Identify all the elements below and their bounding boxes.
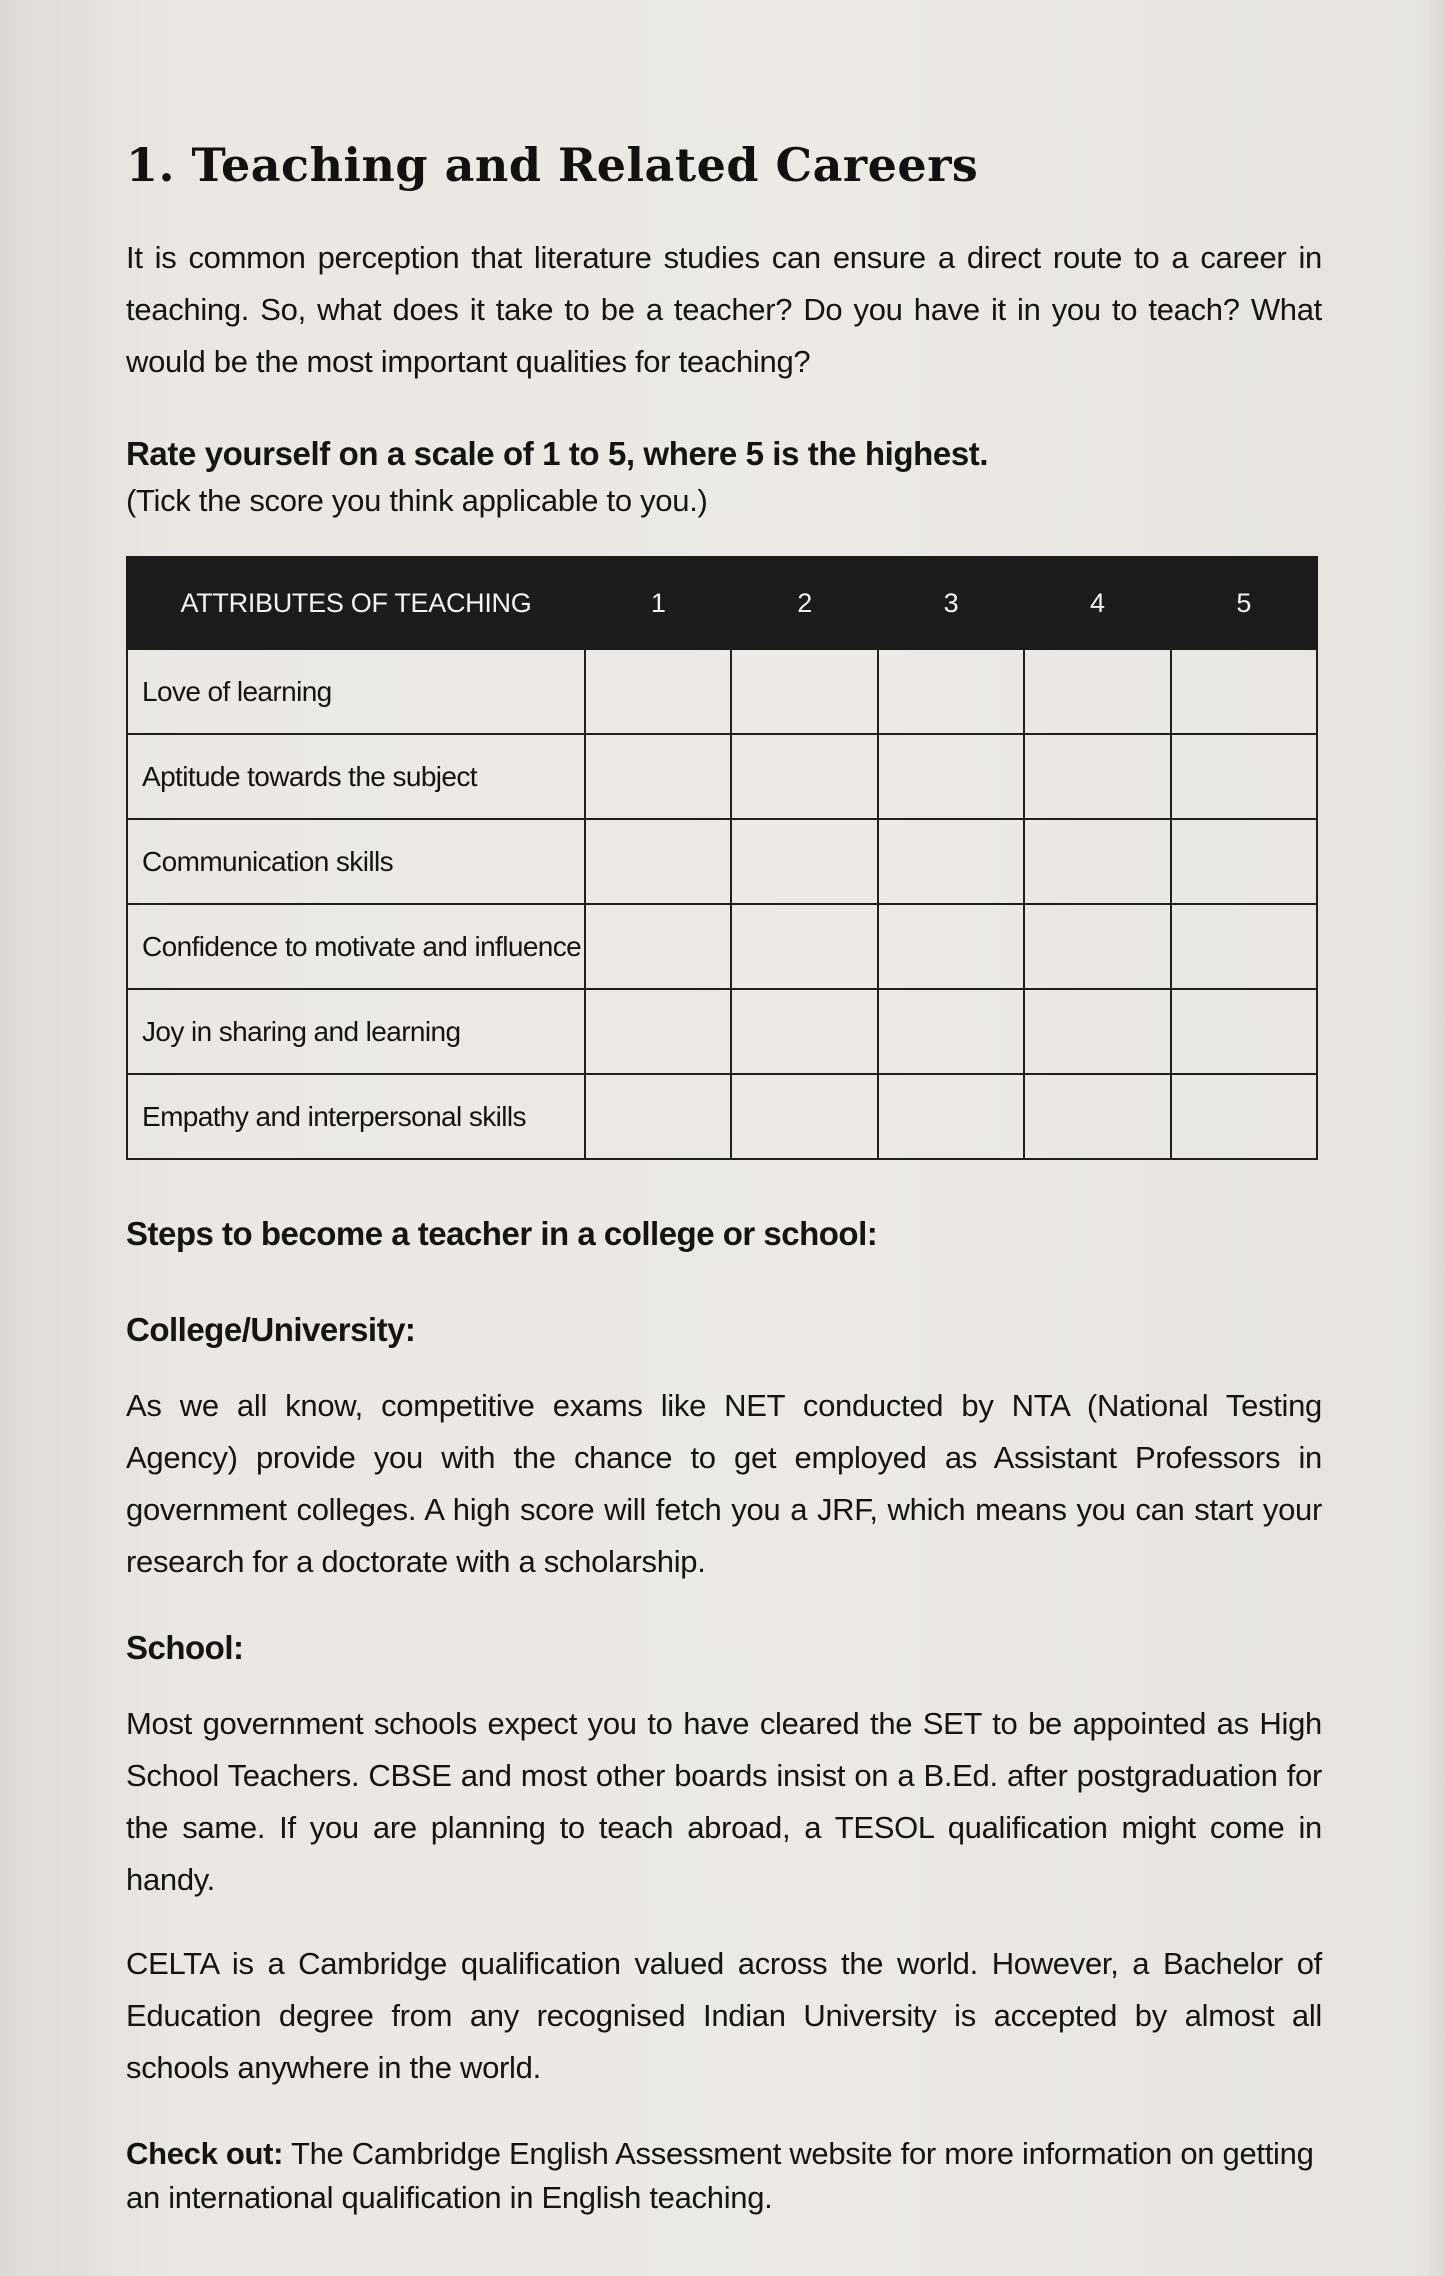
intro-paragraph: It is common perception that literature studies can ensure a direct route to a career in teaching. So, what does it take to be a teacher? Do you have it in you to teach? What would be the most important qualities for teaching?	[126, 240, 1322, 379]
check-out-note	[126, 2132, 1322, 2220]
header-score-4: 4	[1024, 557, 1170, 649]
score-cell-5[interactable]	[1171, 904, 1317, 989]
header-score-5: 5	[1171, 557, 1317, 649]
score-cell-3[interactable]	[878, 1074, 1024, 1159]
college-paragraph: As we all know, competitive exams like NET conducted by NTA (National Testing Agency) provide you with the chance to get employed as Assistant Professors in government colleges. A high score will fetch you a JRF, which means you can start your research for a doctorate with a scholarship.	[126, 1388, 1322, 1579]
table-row	[127, 989, 1317, 1074]
rating-subtitle: (Tick the score you think applicable to you.)	[126, 483, 708, 518]
score-cell-1[interactable]	[585, 734, 731, 819]
attribute-label: Confidence to motivate and influence	[127, 904, 585, 989]
header-attributes: ATTRIBUTES OF TEACHING	[127, 557, 585, 649]
score-cell-1[interactable]	[585, 989, 731, 1074]
table-row	[127, 649, 1317, 734]
score-cell-5[interactable]	[1171, 649, 1317, 734]
score-cell-5[interactable]	[1171, 1074, 1317, 1159]
table-header-row	[127, 557, 1317, 649]
school-heading: School:	[126, 1629, 244, 1666]
table-row	[127, 904, 1317, 989]
page-content	[126, 138, 1322, 2220]
check-out-text: The Cambridge English Assessment website for more information on getting an international qualification in English teaching.	[126, 2136, 1314, 2215]
header-score-2: 2	[731, 557, 877, 649]
page-title: 1. Teaching and Related Careers	[126, 138, 979, 192]
table-row	[127, 819, 1317, 904]
score-cell-4[interactable]	[1024, 819, 1170, 904]
score-cell-4[interactable]	[1024, 904, 1170, 989]
score-cell-1[interactable]	[585, 904, 731, 989]
score-cell-3[interactable]	[878, 649, 1024, 734]
score-cell-1[interactable]	[585, 1074, 731, 1159]
attributes-rating-table	[126, 556, 1318, 1160]
rating-title: Rate yourself on a scale of 1 to 5, where 5 is the highest.	[126, 435, 989, 472]
score-cell-3[interactable]	[878, 989, 1024, 1074]
score-cell-4[interactable]	[1024, 649, 1170, 734]
page-edge-shadow	[1427, 0, 1445, 2276]
score-cell-5[interactable]	[1171, 819, 1317, 904]
score-cell-1[interactable]	[585, 649, 731, 734]
score-cell-3[interactable]	[878, 819, 1024, 904]
celta-paragraph: CELTA is a Cambridge qualification valued across the world. However, a Bachelor of Education degree from any recognised Indian University is accepted by almost all schools anywhere in the world.	[126, 1946, 1322, 2085]
header-score-3: 3	[878, 557, 1024, 649]
score-cell-2[interactable]	[731, 1074, 877, 1159]
table-row	[127, 1074, 1317, 1159]
school-paragraph: Most government schools expect you to have cleared the SET to be appointed as High School Teachers. CBSE and most other boards insist on a B.Ed. after postgraduation for the same. If you are planning to teach abroad, a TESOL qualification might come in handy.	[126, 1706, 1322, 1897]
table-row	[127, 734, 1317, 819]
steps-heading: Steps to become a teacher in a college or school:	[126, 1215, 878, 1252]
score-cell-3[interactable]	[878, 734, 1024, 819]
score-cell-5[interactable]	[1171, 734, 1317, 819]
score-cell-5[interactable]	[1171, 989, 1317, 1074]
attribute-label: Joy in sharing and learning	[127, 989, 585, 1074]
score-cell-2[interactable]	[731, 989, 877, 1074]
score-cell-4[interactable]	[1024, 1074, 1170, 1159]
attribute-label: Love of learning	[127, 649, 585, 734]
score-cell-2[interactable]	[731, 649, 877, 734]
attribute-label: Communication skills	[127, 819, 585, 904]
score-cell-2[interactable]	[731, 904, 877, 989]
score-cell-1[interactable]	[585, 819, 731, 904]
score-cell-4[interactable]	[1024, 734, 1170, 819]
attribute-label: Aptitude towards the subject	[127, 734, 585, 819]
attribute-label: Empathy and interpersonal skills	[127, 1074, 585, 1159]
check-out-label: Check out:	[126, 2136, 284, 2171]
score-cell-2[interactable]	[731, 819, 877, 904]
college-heading: College/University:	[126, 1311, 416, 1348]
score-cell-3[interactable]	[878, 904, 1024, 989]
score-cell-4[interactable]	[1024, 989, 1170, 1074]
score-cell-2[interactable]	[731, 734, 877, 819]
header-score-1: 1	[585, 557, 731, 649]
